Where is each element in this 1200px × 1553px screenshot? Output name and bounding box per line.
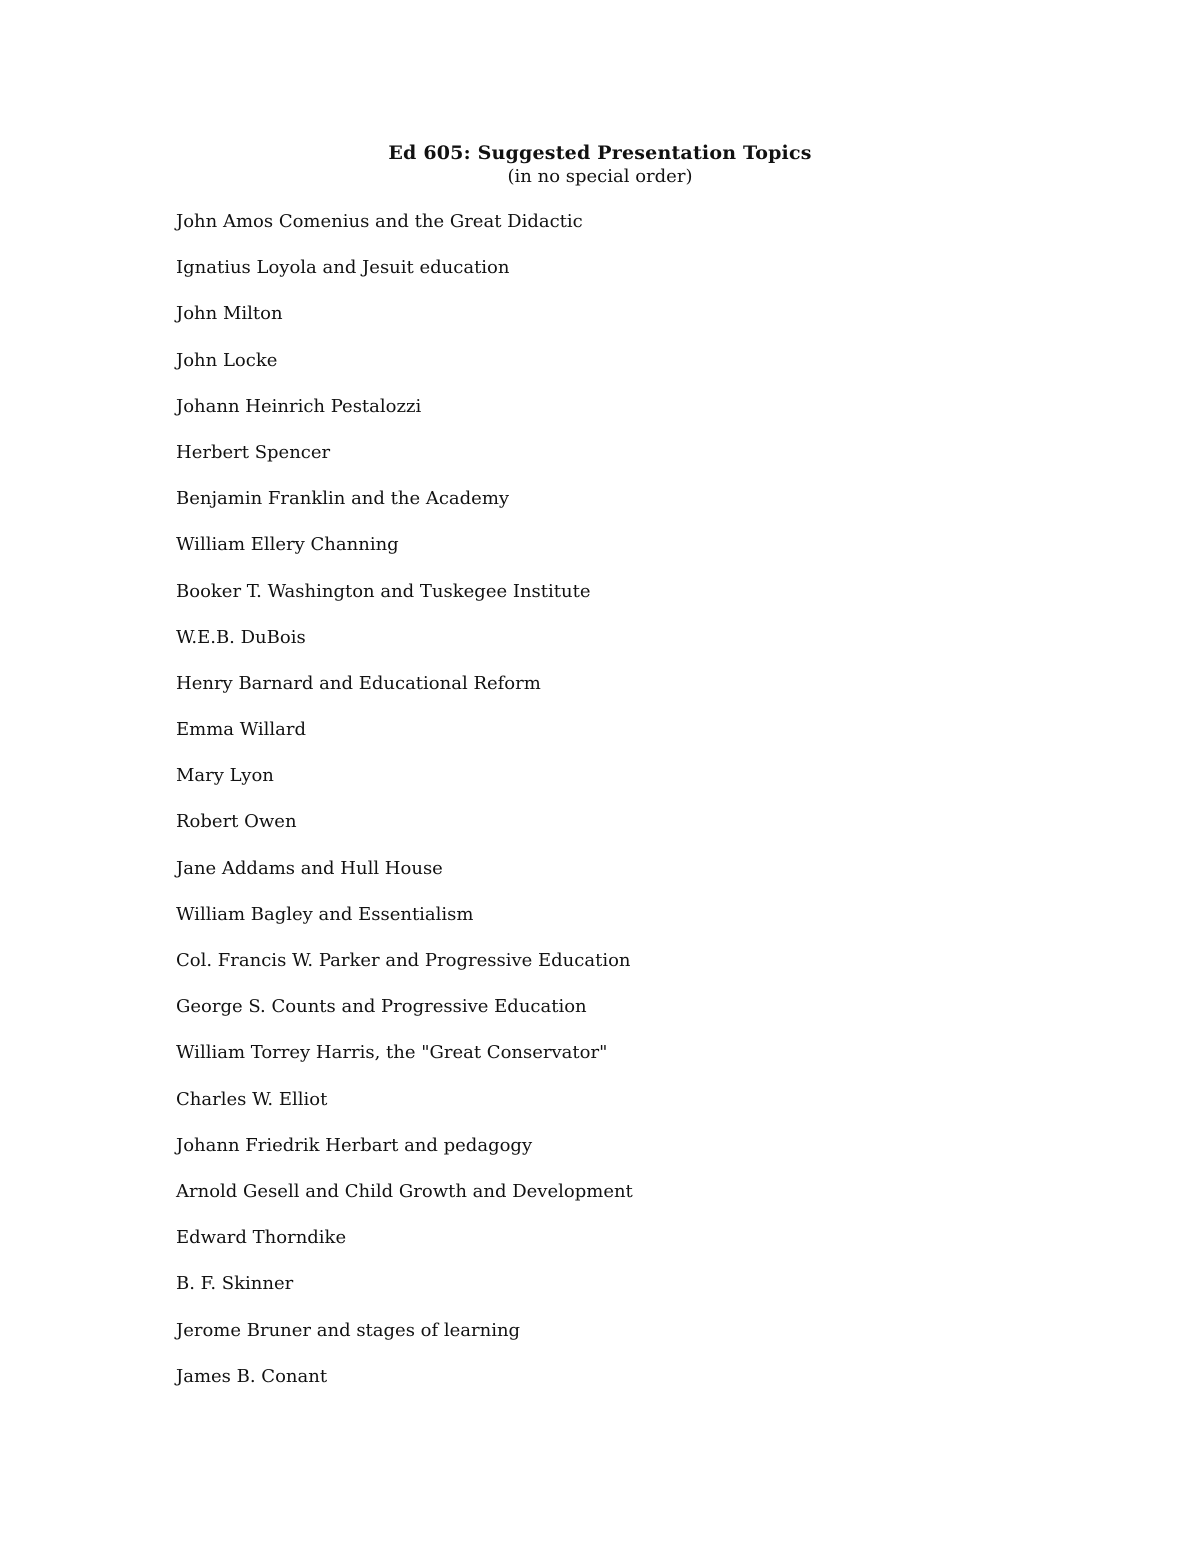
topic-item: William Bagley and Essentialism: [176, 903, 474, 925]
topic-item: John Milton: [176, 303, 283, 325]
topic-item: Col. Francis W. Parker and Progressive Education: [176, 950, 631, 971]
topic-item: Robert Owen: [176, 811, 297, 833]
topic-item: B. F. Skinner: [176, 1273, 294, 1295]
topic-item: Emma Willard: [176, 719, 307, 741]
topic-item: James B. Conant: [176, 1365, 328, 1387]
topic-item: Booker T. Washington and Tuskegee Institute: [176, 580, 591, 602]
document-header: [0, 140, 1200, 188]
topic-item: Jerome Bruner and stages of learning: [176, 1319, 521, 1341]
topic-item: Johann Heinrich Pestalozzi: [176, 395, 422, 417]
topic-item: John Amos Comenius and the Great Didactic: [176, 211, 583, 232]
topic-item: Jane Addams and Hull House: [176, 857, 443, 879]
topic-item: Benjamin Franklin and the Academy: [176, 488, 510, 510]
topic-item: Henry Barnard and Educational Reform: [176, 672, 541, 694]
topic-item: Ignatius Loyola and Jesuit education: [176, 257, 510, 279]
topic-item: George S. Counts and Progressive Education: [176, 996, 587, 1018]
topic-item: Johann Friedrik Herbart and pedagogy: [176, 1134, 533, 1156]
topic-item: Mary Lyon: [176, 765, 274, 787]
topic-item: William Ellery Channing: [176, 534, 399, 556]
topic-item: John Locke: [176, 349, 278, 371]
topic-list: [176, 208, 633, 1409]
topic-item: W.E.B. DuBois: [176, 626, 306, 648]
topic-item: Herbert Spencer: [176, 441, 331, 463]
topic-item: Charles W. Elliot: [176, 1088, 328, 1110]
topic-item: William Torrey Harris, the "Great Conservator": [176, 1042, 608, 1064]
topic-item: Edward Thorndike: [176, 1227, 347, 1249]
document-subtitle: (in no special order): [507, 166, 693, 187]
topic-item: Arnold Gesell and Child Growth and Development: [176, 1180, 633, 1202]
document-title: Ed 605: Suggested Presentation Topics: [388, 142, 812, 164]
